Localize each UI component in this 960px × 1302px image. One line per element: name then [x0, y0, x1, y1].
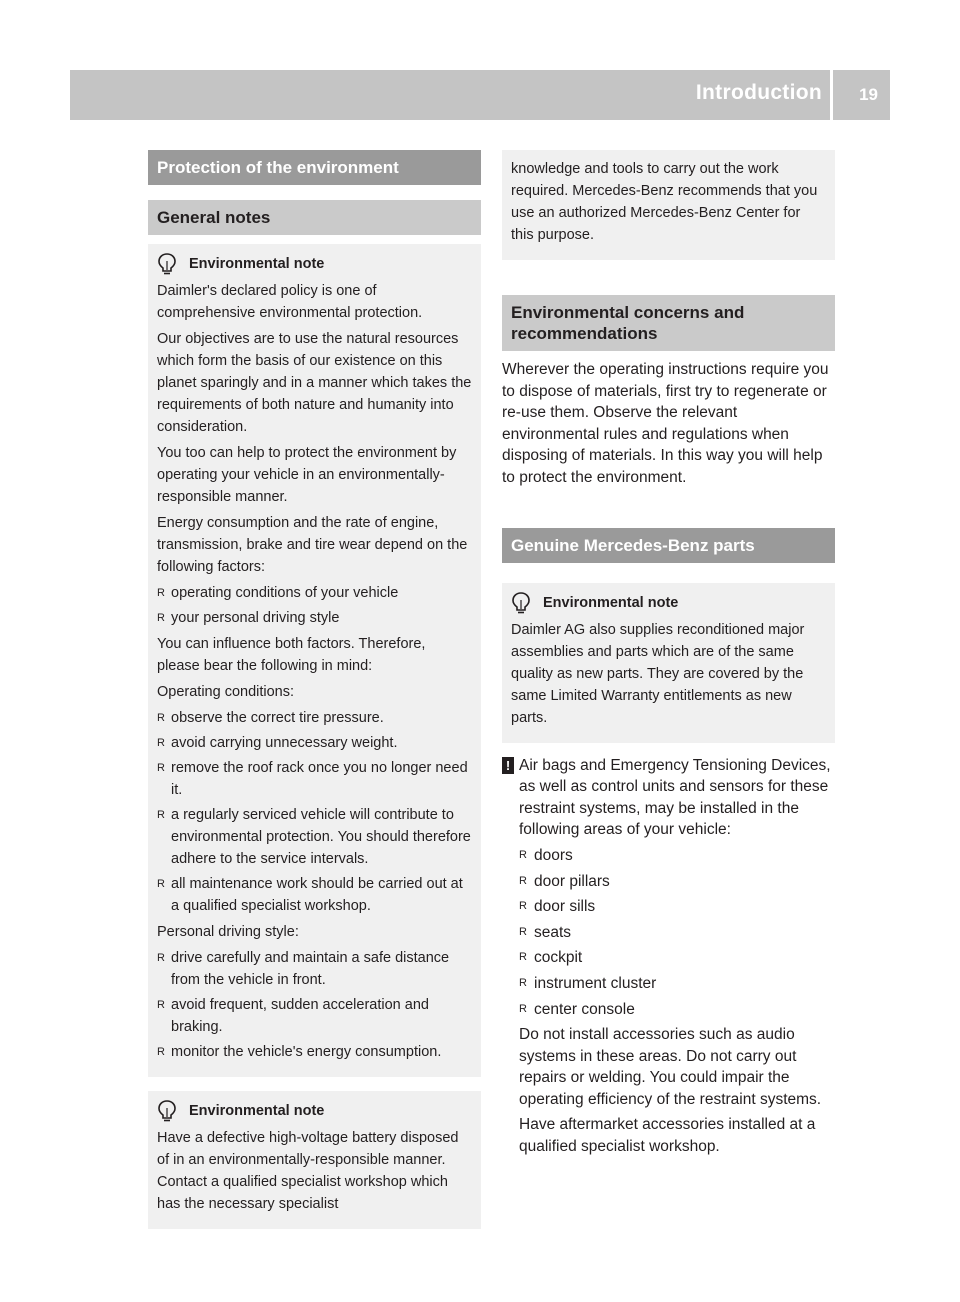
warning-icon: !	[502, 757, 514, 774]
list-item: R monitor the vehicle's energy consumption.	[157, 1041, 472, 1063]
bullet-icon: R	[519, 951, 527, 964]
note-heading-text: Environmental note	[543, 594, 679, 611]
bullet-icon: R	[157, 1046, 165, 1058]
environmental-note-continued	[502, 150, 835, 260]
note-heading-text: Environmental note	[189, 1103, 325, 1119]
heading-protection-of-environment: Protection of the environment	[148, 150, 481, 185]
list-item: R instrument cluster	[519, 973, 835, 995]
bullet-icon: R	[157, 712, 165, 724]
heading-environmental-concerns: Environmental concerns and recommendations	[502, 295, 835, 351]
bullet-icon: R	[157, 737, 165, 749]
bullet-icon: R	[157, 612, 165, 624]
list-item: R operating conditions of your vehicle	[157, 582, 472, 604]
bullet-icon: R	[519, 1002, 527, 1015]
right-column	[502, 150, 835, 1162]
note-heading-text: Environmental note	[189, 256, 325, 272]
note-paragraph: Energy consumption and the rate of engine, transmission, brake and tire wear depend on the following factors:	[157, 515, 468, 575]
bullet-icon: R	[157, 878, 165, 890]
list-item: R remove the roof rack once you no longer need it.	[157, 757, 472, 801]
note-paragraph: knowledge and tools to carry out the work required. Mercedes-Benz recommends that you use an authorized Mercedes-Benz Center for this purpose.	[511, 161, 818, 243]
list-item: R avoid frequent, sudden acceleration and braking.	[157, 994, 472, 1038]
operating-conditions-label: Operating conditions:	[157, 684, 295, 700]
driving-style-label: Personal driving style:	[157, 924, 299, 940]
note-heading	[157, 252, 472, 276]
lightbulb-icon	[157, 252, 177, 276]
bullet-icon: R	[519, 848, 527, 861]
environmental-note-1	[148, 244, 481, 1077]
list-item: R doors	[519, 845, 835, 867]
bullet-icon: R	[157, 587, 165, 599]
note-paragraph: You too can help to protect the environment by operating your vehicle in an environmentally-responsible manner.	[157, 445, 457, 505]
bullet-icon: R	[157, 999, 165, 1011]
list-item: R all maintenance work should be carried out at a qualified specialist workshop.	[157, 873, 472, 917]
environmental-note-2	[148, 1091, 481, 1229]
list-item: R center console	[519, 999, 835, 1021]
restraint-areas-list	[519, 845, 835, 1020]
left-column	[148, 150, 481, 1229]
bullet-icon: R	[157, 762, 165, 774]
bullet-icon: R	[519, 925, 527, 938]
heading-genuine-parts: Genuine Mercedes-Benz parts	[502, 528, 835, 563]
list-item: R door pillars	[519, 871, 835, 893]
bullet-icon: R	[157, 952, 165, 964]
warning-paragraph: Air bags and Emergency Tensioning Devices, as well as control units and sensors for these restraint systems, may be installed in the following areas of your vehicle:	[519, 756, 831, 839]
bullet-icon: R	[519, 900, 527, 913]
bullet-icon: R	[519, 976, 527, 989]
concerns-paragraph: Wherever the operating instructions require you to dispose of materials, first try to regenerate or re-use them. Observe the relevant environmental rules and regulations when disposing of materials. In this way you will help to protect the environment.	[502, 361, 829, 486]
list-item: R cockpit	[519, 947, 835, 969]
lightbulb-icon	[511, 591, 531, 615]
warning-block	[502, 755, 835, 1158]
note-paragraph: Our objectives are to use the natural resources which form the basis of our existence on this planet sparingly and in a manner which takes the requirements of both nature and humanity into consideration.	[157, 331, 472, 435]
heading-general-notes: General notes	[148, 200, 481, 235]
bullet-icon: R	[157, 809, 165, 821]
list-item: R drive carefully and maintain a safe distance from the vehicle in front.	[157, 947, 472, 991]
list-item: R door sills	[519, 896, 835, 918]
page-number: 19	[859, 85, 878, 104]
environmental-note-3	[502, 583, 835, 743]
driving-style-list	[157, 947, 472, 1063]
operating-conditions-list	[157, 707, 472, 917]
list-item: R avoid carrying unnecessary weight.	[157, 732, 472, 754]
note-paragraph: You can influence both factors. Therefore, please bear the following in mind:	[157, 636, 426, 674]
list-item: R your personal driving style	[157, 607, 472, 629]
note-paragraph: Have a defective high-voltage battery disposed of in an environmentally-responsible manner. Contact a qualified specialist workshop which has the necessary specialist	[157, 1130, 459, 1212]
header-divider	[830, 70, 833, 120]
warning-paragraph: Do not install accessories such as audio systems in these areas. Do not carry out repairs or welding. You could impair the operating efficiency of the restraint systems.	[519, 1026, 822, 1108]
bullet-icon: R	[519, 874, 527, 887]
note-paragraph: Daimler's declared policy is one of comprehensive environmental protection.	[157, 283, 423, 321]
note-heading	[511, 591, 826, 615]
warning-paragraph: Have aftermarket accessories installed at a qualified specialist workshop.	[519, 1116, 816, 1156]
list-item: R seats	[519, 922, 835, 944]
list-item: R a regularly serviced vehicle will contribute to environmental protection. You should therefore adhere to the service intervals.	[157, 804, 472, 870]
lightbulb-icon	[157, 1099, 177, 1123]
note-heading	[157, 1099, 472, 1123]
page-header	[70, 70, 890, 120]
section-title: Introduction	[695, 81, 822, 104]
factors-list	[157, 582, 472, 629]
note-paragraph: Daimler AG also supplies reconditioned major assemblies and parts which are of the same quality as new parts. They are covered by the same Limited Warranty entitlements as new parts.	[511, 621, 805, 726]
list-item: R observe the correct tire pressure.	[157, 707, 472, 729]
